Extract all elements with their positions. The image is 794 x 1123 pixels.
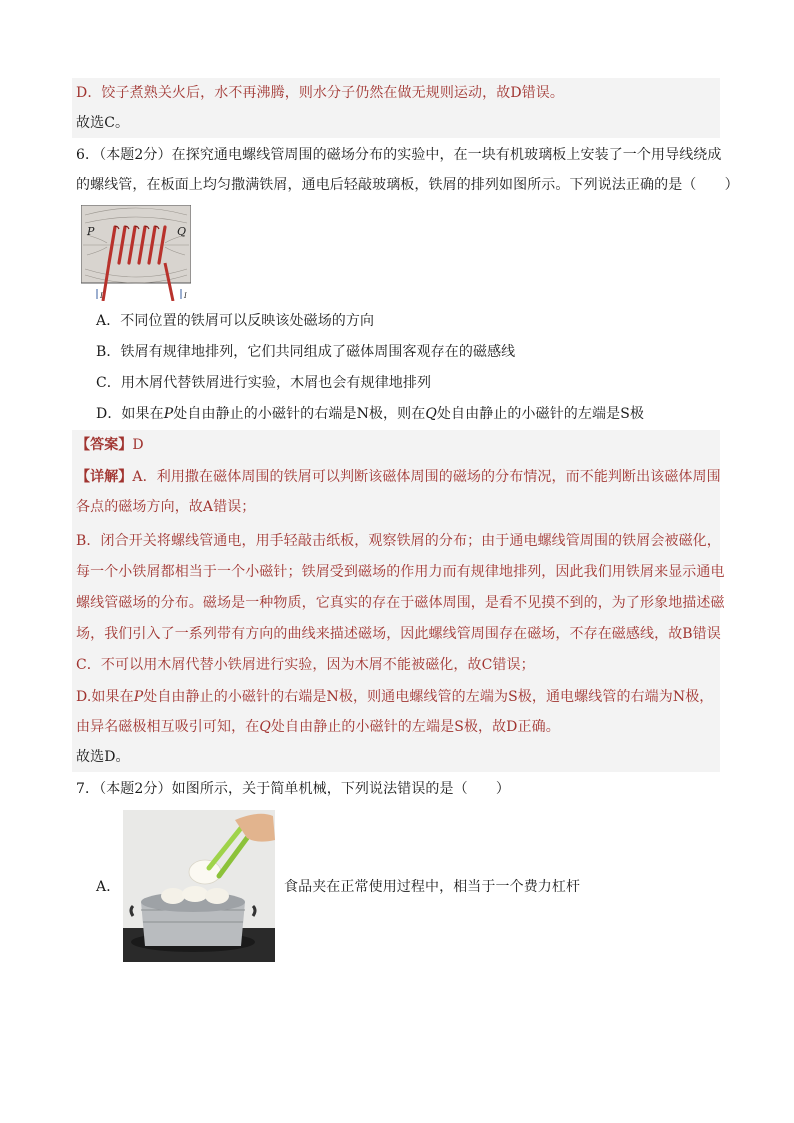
q6-detail-d-line-1 xyxy=(76,686,713,708)
detail-d2-post: 处自由静止的小磁针的左端是S极，故D正确。 xyxy=(270,719,560,735)
q6-detail-b-line-4: 场，我们引入了一系列带有方向的曲线来描述磁场，因此螺线管周围存在磁场，不存在磁感线，故B错误 xyxy=(76,626,721,642)
detail-d2-q: Q xyxy=(259,719,271,735)
q6-option-d-q: Q xyxy=(425,406,437,422)
q6-choose-line: 故选D。 xyxy=(76,749,130,765)
q7-option-a-text[interactable]: 食品夹在正常使用过程中，相当于一个费力杠杆 xyxy=(284,879,581,895)
q6-option-d-post: 处自由静止的小磁针的左端是S极 xyxy=(436,406,644,422)
q6-detail-a-line-2: 各点的磁场方向，故A错误； xyxy=(76,499,256,515)
figure-label-q: Q xyxy=(177,225,187,238)
detail-d-pre: D.如果在 xyxy=(76,689,134,705)
q7-option-a-label[interactable]: A． xyxy=(96,879,121,895)
solenoid-iron-filings-figure xyxy=(81,205,191,301)
q6-option-b[interactable]: B．铁屑有规律地排列，它们共同组成了磁体周围客观存在的磁感线 xyxy=(96,344,516,360)
detail-d-p: P xyxy=(133,689,144,705)
q6-option-c[interactable]: C．用木屑代替铁屑进行实验，木屑也会有规律地排列 xyxy=(96,375,432,391)
q6-answer-line xyxy=(76,434,144,456)
answer-tag: 【答案】 xyxy=(76,437,133,453)
q6-stem-line-2: 的螺线管，在板面上均匀撒满铁屑，通电后轻敲玻璃板，铁屑的排列如图所示。下列说法正确的是（ ） xyxy=(76,177,739,193)
detail-tag: 【详解】 xyxy=(76,469,133,485)
q6-detail-d-line-2 xyxy=(76,716,560,738)
detail-a-text-1: A．利用撒在磁体周围的铁屑可以判断该磁体周围的磁场的分布情况，而不能判断出该磁体周围 xyxy=(132,469,721,485)
answer-value: D xyxy=(132,437,144,453)
q6-option-d-mid: 处自由静止的小磁针的右端是N极，则在 xyxy=(173,406,426,422)
food-tongs-steamer-photo xyxy=(123,810,275,962)
figure-label-current-left: I xyxy=(100,292,103,300)
detail-d2-pre: 由异名磁极相互吸引可知，在 xyxy=(76,719,260,735)
figure-label-p: P xyxy=(87,225,95,238)
q6-detail-a-line-1 xyxy=(76,466,721,488)
q6-detail-b-line-3: 螺线管磁场的分布。磁场是一种物质，它真实的存在于磁体周围，是看不见摸不到的，为了形象地描述磁 xyxy=(76,595,725,611)
figure-label-current-right: I xyxy=(184,292,187,300)
q6-detail-c-line: C．不可以用木屑代替小铁屑进行实验，因为木屑不能被磁化，故C错误； xyxy=(76,657,535,673)
q6-detail-b-line-1: B．闭合开关将螺线管通电，用手轻敲击纸板，观察铁屑的分布；由于通电螺线管周围的铁屑会被磁化， xyxy=(76,533,721,549)
detail-d-post: 处自由静止的小磁针的右端是N极，则通电螺线管的左端为S极，通电螺线管的右端为N极， xyxy=(143,689,714,705)
q6-option-d-pre: D．如果在 xyxy=(96,406,164,422)
q6-stem-line-1: 6．（本题2分）在探究通电螺线管周围的磁场分布的实验中，在一块有机玻璃板上安装了一个用导线绕成 xyxy=(76,147,722,163)
q7-stem: 7．（本题2分）如图所示，关于简单机械，下列说法错误的是（ ） xyxy=(76,781,511,797)
q6-option-d[interactable] xyxy=(96,403,644,425)
prev-choose-line: 故选C。 xyxy=(76,115,130,131)
q6-detail-b-line-2: 每一个小铁屑都相当于一个小磁针；铁屑受到磁场的作用力而有规律地排列，因此我们用铁屑来显示通电 xyxy=(76,564,725,580)
q6-option-d-p: P xyxy=(163,406,174,422)
prev-option-d-explanation: D．饺子煮熟关火后，水不再沸腾，则水分子仍然在做无规则运动，故D错误。 xyxy=(76,85,564,101)
q6-option-a[interactable]: A．不同位置的铁屑可以反映该处磁场的方向 xyxy=(96,313,375,329)
